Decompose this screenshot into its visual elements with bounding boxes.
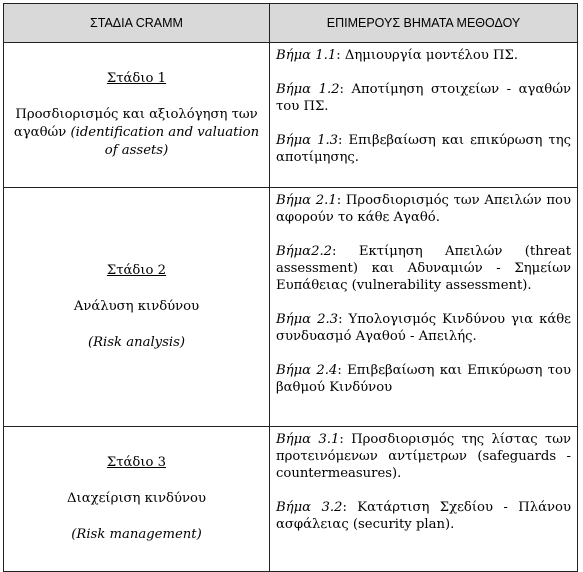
table-row bbox=[4, 427, 578, 572]
step-text: : Εκτίμηση Απειλών (threat assessment) και Αδυναμιών - Σημείων Ευπάθειας (vulnerability assessment). bbox=[276, 244, 571, 293]
step-text: : Αποτίμηση στοιχείων - αγαθών του ΠΣ. bbox=[276, 82, 571, 114]
step-label: Βήμα 1.3 bbox=[276, 133, 339, 148]
step-item bbox=[276, 47, 571, 64]
step-item bbox=[276, 362, 571, 396]
step-label: Βήμα 1.1 bbox=[276, 48, 337, 63]
step-text: : Δημιουργία μοντέλου ΠΣ. bbox=[336, 48, 519, 63]
step-item bbox=[276, 431, 571, 482]
stage-title: Στάδιο 2 bbox=[106, 263, 167, 278]
cramm-table bbox=[3, 3, 578, 572]
stage-cell bbox=[4, 43, 270, 188]
step-item bbox=[276, 132, 571, 166]
step-label: Βήμα 2.3 bbox=[276, 312, 339, 327]
step-item bbox=[276, 499, 571, 533]
stage-desc: Διαχείριση κινδύνου bbox=[67, 491, 206, 506]
step-label: Βήμα 1.2 bbox=[276, 82, 340, 97]
stage-cell bbox=[4, 188, 270, 427]
stage-desc: Προσδιορισμός και αξιολόγηση των αγαθών bbox=[13, 107, 258, 140]
step-text: : Προσδιορισμός των Απειλών που αφορούν το κάθε Αγαθό. bbox=[276, 193, 571, 225]
step-label: Βήμα 2.4 bbox=[276, 363, 338, 378]
stage-title: Στάδιο 1 bbox=[106, 71, 167, 86]
steps-cell bbox=[270, 188, 578, 427]
step-text: : Υπολογισμός Κινδύνου για κάθε συνδυασμό Αγαθού - Απειλής. bbox=[276, 312, 571, 344]
steps-cell bbox=[270, 427, 578, 572]
step-item bbox=[276, 311, 571, 345]
step-item bbox=[276, 81, 571, 115]
step-item bbox=[276, 192, 571, 226]
stage-desc-en: (identification and valuation of assets) bbox=[70, 125, 260, 158]
header-row bbox=[4, 4, 578, 43]
step-text: : Κατάρτιση Σχεδίου - Πλάνου ασφάλειας (security plan). bbox=[276, 500, 572, 532]
stage-desc: Ανάλυση κινδύνου bbox=[73, 299, 200, 314]
step-label: Βήμα2.2 bbox=[276, 244, 333, 259]
step-text: : Επιβεβαίωση και Επικύρωση του βαθμού Κινδύνου bbox=[276, 363, 572, 395]
step-text: : Επιβεβαίωση και επικύρωση της αποτίμησης. bbox=[276, 133, 571, 165]
step-label: Βήμα 2.1 bbox=[276, 193, 337, 208]
table-row bbox=[4, 43, 578, 188]
header-steps: ΕΠΙΜΕΡΟΥΣ ΒΗΜΑΤΑ ΜΕΘΟΔΟΥ bbox=[270, 4, 578, 43]
stage-desc-en: (Risk analysis) bbox=[87, 335, 186, 350]
step-item bbox=[276, 243, 571, 294]
stage-cell bbox=[4, 427, 270, 572]
steps-cell bbox=[270, 43, 578, 188]
step-text: : Προσδιορισμός της λίστας των προτεινόμενων αντίμετρων (safeguards - countermeasures). bbox=[276, 432, 572, 481]
table-row bbox=[4, 188, 578, 427]
stage-title: Στάδιο 3 bbox=[106, 455, 167, 470]
header-stages: ΣΤΑΔΙΑ CRAMM bbox=[4, 4, 270, 43]
step-label: Βήμα 3.2 bbox=[276, 500, 343, 515]
stage-desc-en: (Risk management) bbox=[71, 527, 202, 542]
step-label: Βήμα 3.1 bbox=[276, 432, 340, 447]
